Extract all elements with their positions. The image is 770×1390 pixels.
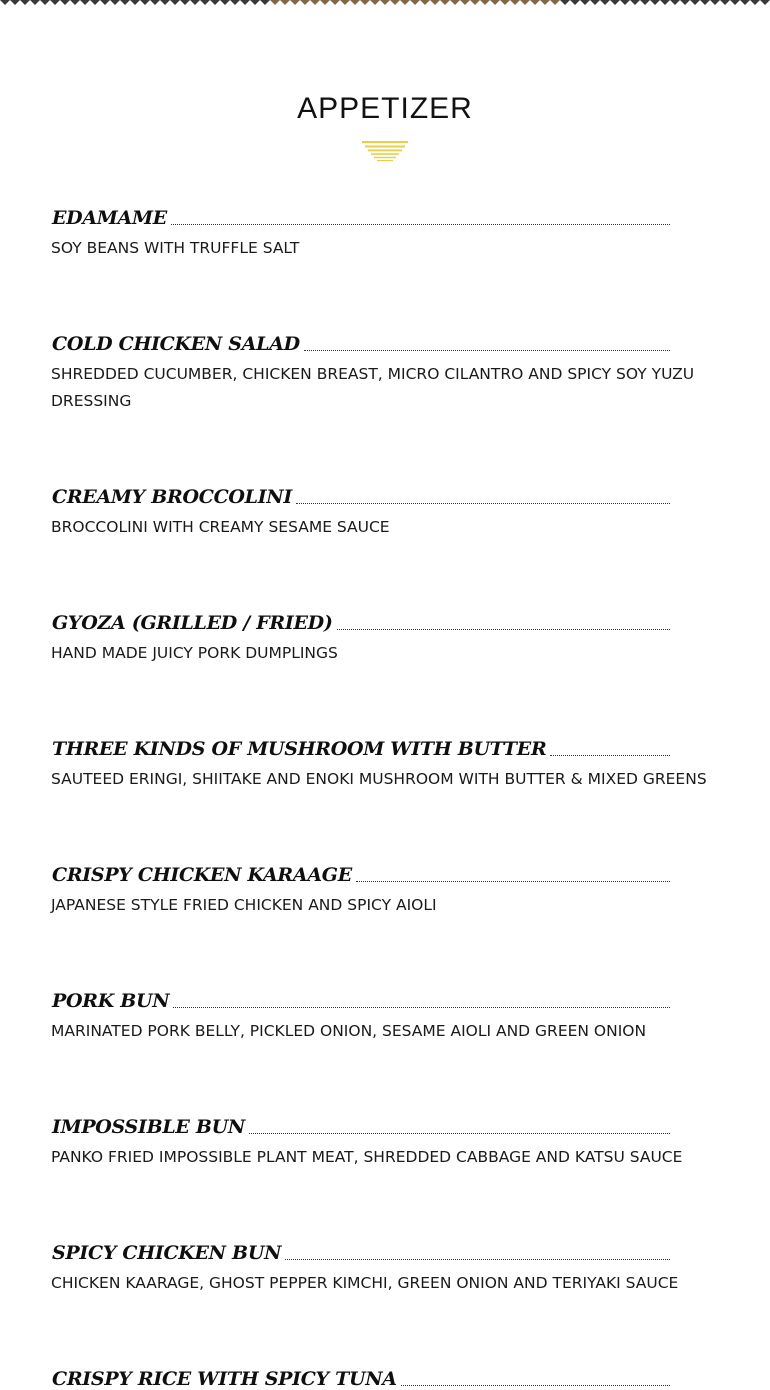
dotted-leader (285, 1259, 670, 1260)
menu-item-description: MARINATED PORK BELLY, PICKLED ONION, SESAME AIOLI AND GREEN ONION (51, 1022, 647, 1040)
menu-item-name: PORK BUN (52, 990, 170, 1012)
menu-item-header (52, 987, 670, 1015)
dotted-leader (356, 881, 670, 882)
menu-item-header (52, 1113, 670, 1141)
menu-item-header (52, 609, 670, 637)
menu-item (52, 483, 712, 541)
dotted-leader (173, 1007, 670, 1008)
menu-item (52, 1113, 712, 1171)
menu-item-header (52, 483, 670, 511)
menu-item-header (52, 735, 670, 763)
dotted-leader (296, 503, 670, 504)
menu-item-name: EDAMAME (52, 207, 167, 229)
menu-item-description: CHICKEN KAARAGE, GHOST PEPPER KIMCHI, GREEN ONION AND TERIYAKI SAUCE (51, 1274, 679, 1292)
menu-item-name: IMPOSSIBLE BUN (52, 1116, 245, 1138)
decorative-zigzag-border (0, 0, 770, 6)
dotted-leader (304, 350, 670, 351)
section-title: APPETIZER (297, 92, 473, 125)
menu-item-name: GYOZA (GRILLED / FRIED) (52, 612, 333, 634)
menu-item-header (52, 204, 670, 232)
menu-item-header (52, 1239, 670, 1267)
dotted-leader (337, 629, 670, 630)
menu-item (52, 861, 712, 919)
menu-item-header (52, 861, 670, 889)
menu-item-description: PANKO FRIED IMPOSSIBLE PLANT MEAT, SHREDDED CABBAGE AND KATSU SAUCE (51, 1148, 683, 1166)
menu-item-header (52, 1365, 670, 1390)
menu-item-description: BROCCOLINI WITH CREAMY SESAME SAUCE (51, 518, 390, 536)
menu-item-description: JAPANESE STYLE FRIED CHICKEN AND SPICY AIOLI (51, 896, 437, 914)
menu-item-description: SAUTEED ERINGI, SHIITAKE AND ENOKI MUSHROOM WITH BUTTER & MIXED GREENS (51, 770, 707, 788)
dotted-leader (171, 224, 670, 225)
menu-item (52, 735, 712, 793)
menu-item-description: HAND MADE JUICY PORK DUMPLINGS (51, 644, 338, 662)
menu-item-name: SPICY CHICKEN BUN (52, 1242, 282, 1264)
menu-item (52, 204, 712, 262)
dotted-leader (401, 1385, 670, 1386)
dotted-leader (249, 1133, 670, 1134)
menu-item-name: THREE KINDS OF MUSHROOM WITH BUTTER (52, 738, 547, 760)
menu-item (52, 987, 712, 1045)
menu-item-name: COLD CHICKEN SALAD (52, 333, 300, 355)
menu-item-name: CREAMY BROCCOLINI (52, 486, 292, 508)
dotted-leader (550, 755, 670, 756)
menu-item-description: SHREDDED CUCUMBER, CHICKEN BREAST, MICRO CILANTRO AND SPICY SOY YUZU DRESSING (51, 365, 695, 410)
menu-item (52, 1365, 712, 1390)
menu-item (52, 609, 712, 667)
menu-item-description: SOY BEANS WITH TRUFFLE SALT (51, 239, 300, 257)
menu-item-header (52, 330, 670, 358)
menu-item-name: CRISPY CHICKEN KARAAGE (52, 864, 352, 886)
ornament-icon (362, 140, 408, 162)
menu-item (52, 330, 712, 415)
menu-item (52, 1239, 712, 1297)
menu-item-name: CRISPY RICE WITH SPICY TUNA (52, 1368, 397, 1390)
